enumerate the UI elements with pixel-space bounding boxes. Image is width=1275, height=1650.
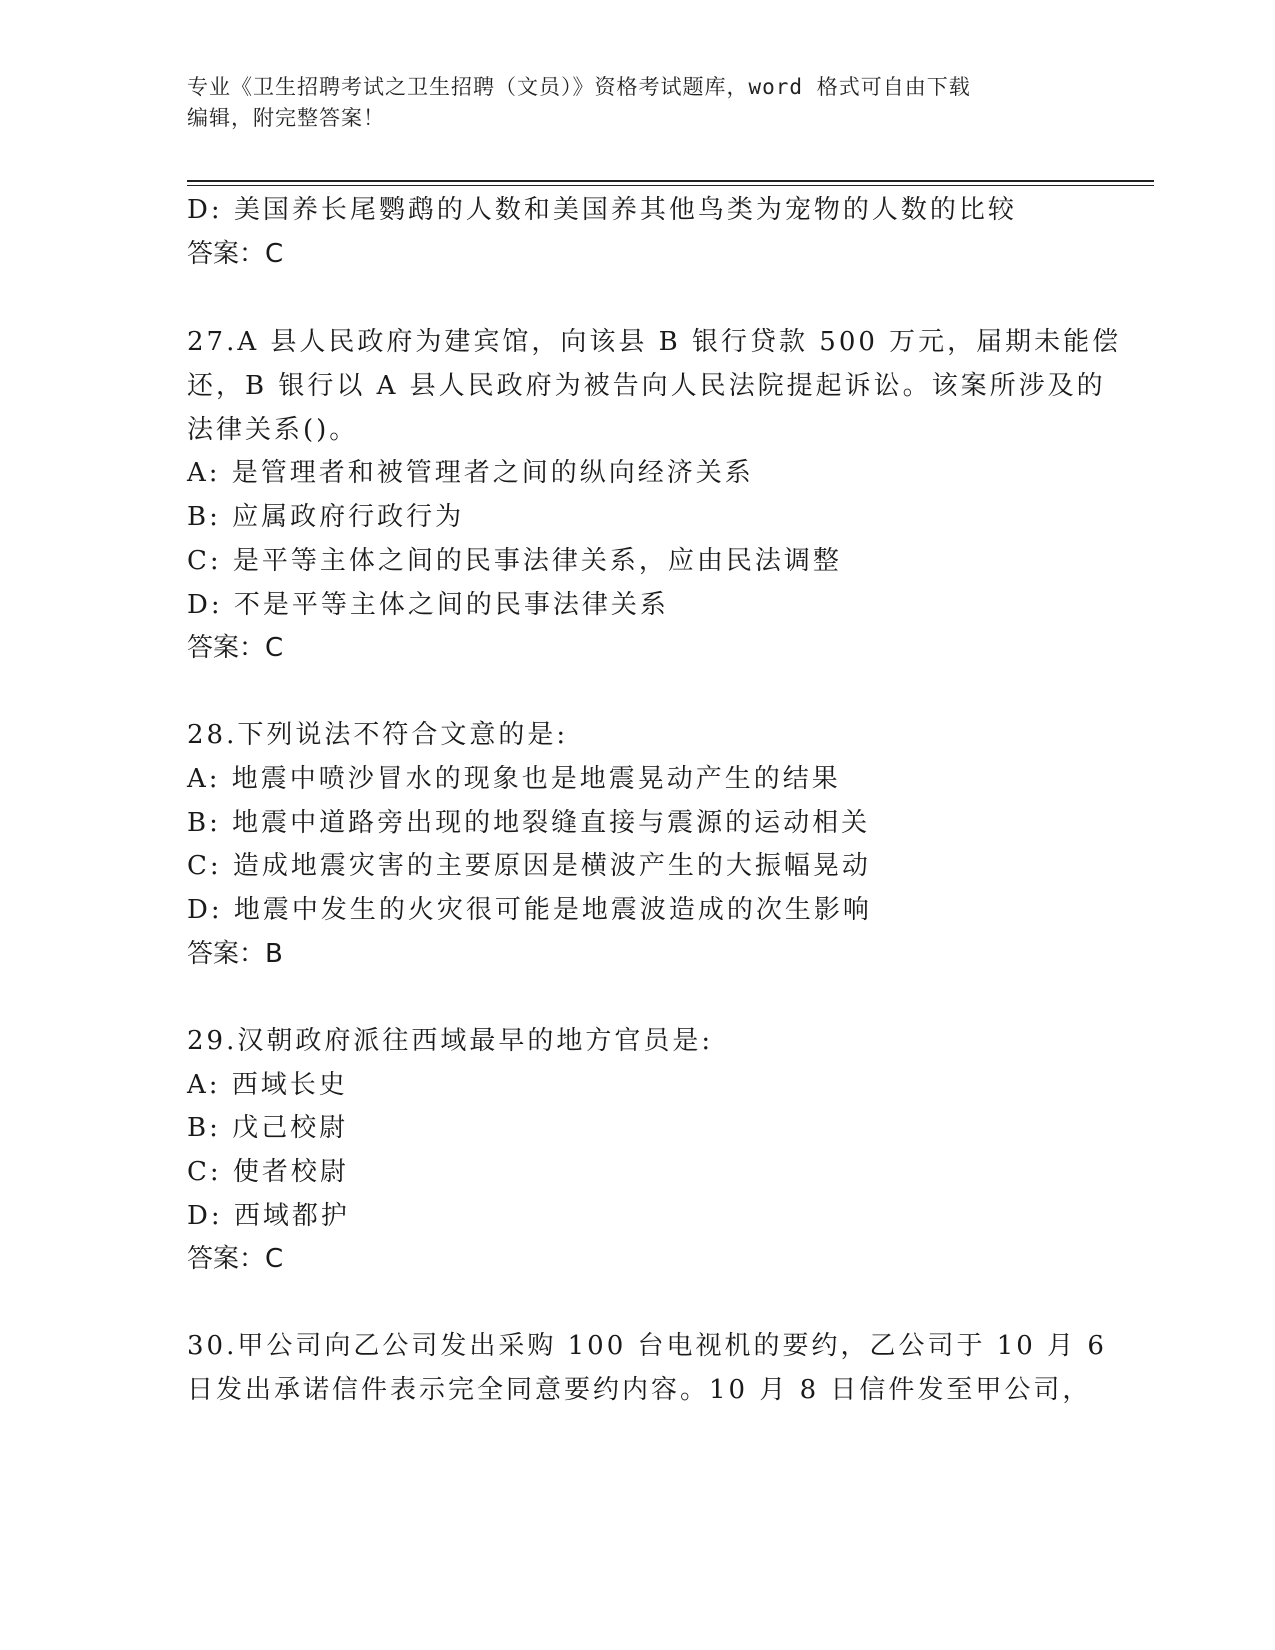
q27-option-b: B: 应属政府行政行为 xyxy=(187,502,465,532)
q27-option-d: D: 不是平等主体之间的民事法律关系 xyxy=(187,590,669,620)
q29-answer: 答案：C xyxy=(187,1244,284,1274)
q27-answer: 答案：C xyxy=(187,633,284,663)
q29-option-b: B: 戊己校尉 xyxy=(187,1113,349,1143)
q28-answer: 答案：B xyxy=(187,939,283,969)
q29-option-a: A: 西域长史 xyxy=(187,1070,348,1100)
q27-stem-line-2: 还，B 银行以 A 县人民政府为被告向人民法院提起诉讼。该案所涉及的 xyxy=(187,371,1106,401)
q28-option-a: A: 地震中喷沙冒水的现象也是地震晃动产生的结果 xyxy=(187,764,841,794)
header-divider-thick xyxy=(187,180,1154,182)
q27-option-a: A: 是管理者和被管理者之间的纵向经济关系 xyxy=(187,458,754,488)
header-line-2: 编辑，附完整答案！ xyxy=(187,106,385,130)
q27-stem-line-3: 法律关系()。 xyxy=(187,415,359,445)
q28-option-b: B: 地震中道路旁出现的地裂缝直接与震源的运动相关 xyxy=(187,808,871,838)
q30-stem-line-1: 30.甲公司向乙公司发出采购 100 台电视机的要约，乙公司于 10 月 6 xyxy=(187,1331,1107,1361)
prev-answer: 答案：C xyxy=(187,239,284,269)
header-divider-thin xyxy=(187,185,1154,186)
q29-stem-line-1: 29.汉朝政府派往西域最早的地方官员是: xyxy=(187,1026,714,1056)
q28-option-c: C: 造成地震灾害的主要原因是横波产生的大振幅晃动 xyxy=(187,851,871,881)
q29-option-c: C: 使者校尉 xyxy=(187,1157,349,1187)
header-line-1: 专业《卫生招聘考试之卫生招聘（文员）》资格考试题库，word 格式可自由下载 xyxy=(187,75,971,99)
q27-option-c: C: 是平等主体之间的民事法律关系，应由民法调整 xyxy=(187,546,842,576)
q30-stem-line-2: 日发出承诺信件表示完全同意要约内容。10 月 8 日信件发至甲公司， xyxy=(187,1375,1092,1405)
q28-option-d: D: 地震中发生的火灾很可能是地震波造成的次生影响 xyxy=(187,895,872,925)
document-header xyxy=(187,72,1087,134)
q29-option-d: D: 西域都护 xyxy=(187,1201,350,1231)
q28-stem-line-1: 28.下列说法不符合文意的是: xyxy=(187,720,569,750)
prev-option-d: D: 美国养长尾鹦鹉的人数和美国养其他鸟类为宠物的人数的比较 xyxy=(187,195,1017,225)
q27-stem-line-1: 27.A 县人民政府为建宾馆，向该县 B 银行贷款 500 万元，届期未能偿 xyxy=(187,327,1122,357)
